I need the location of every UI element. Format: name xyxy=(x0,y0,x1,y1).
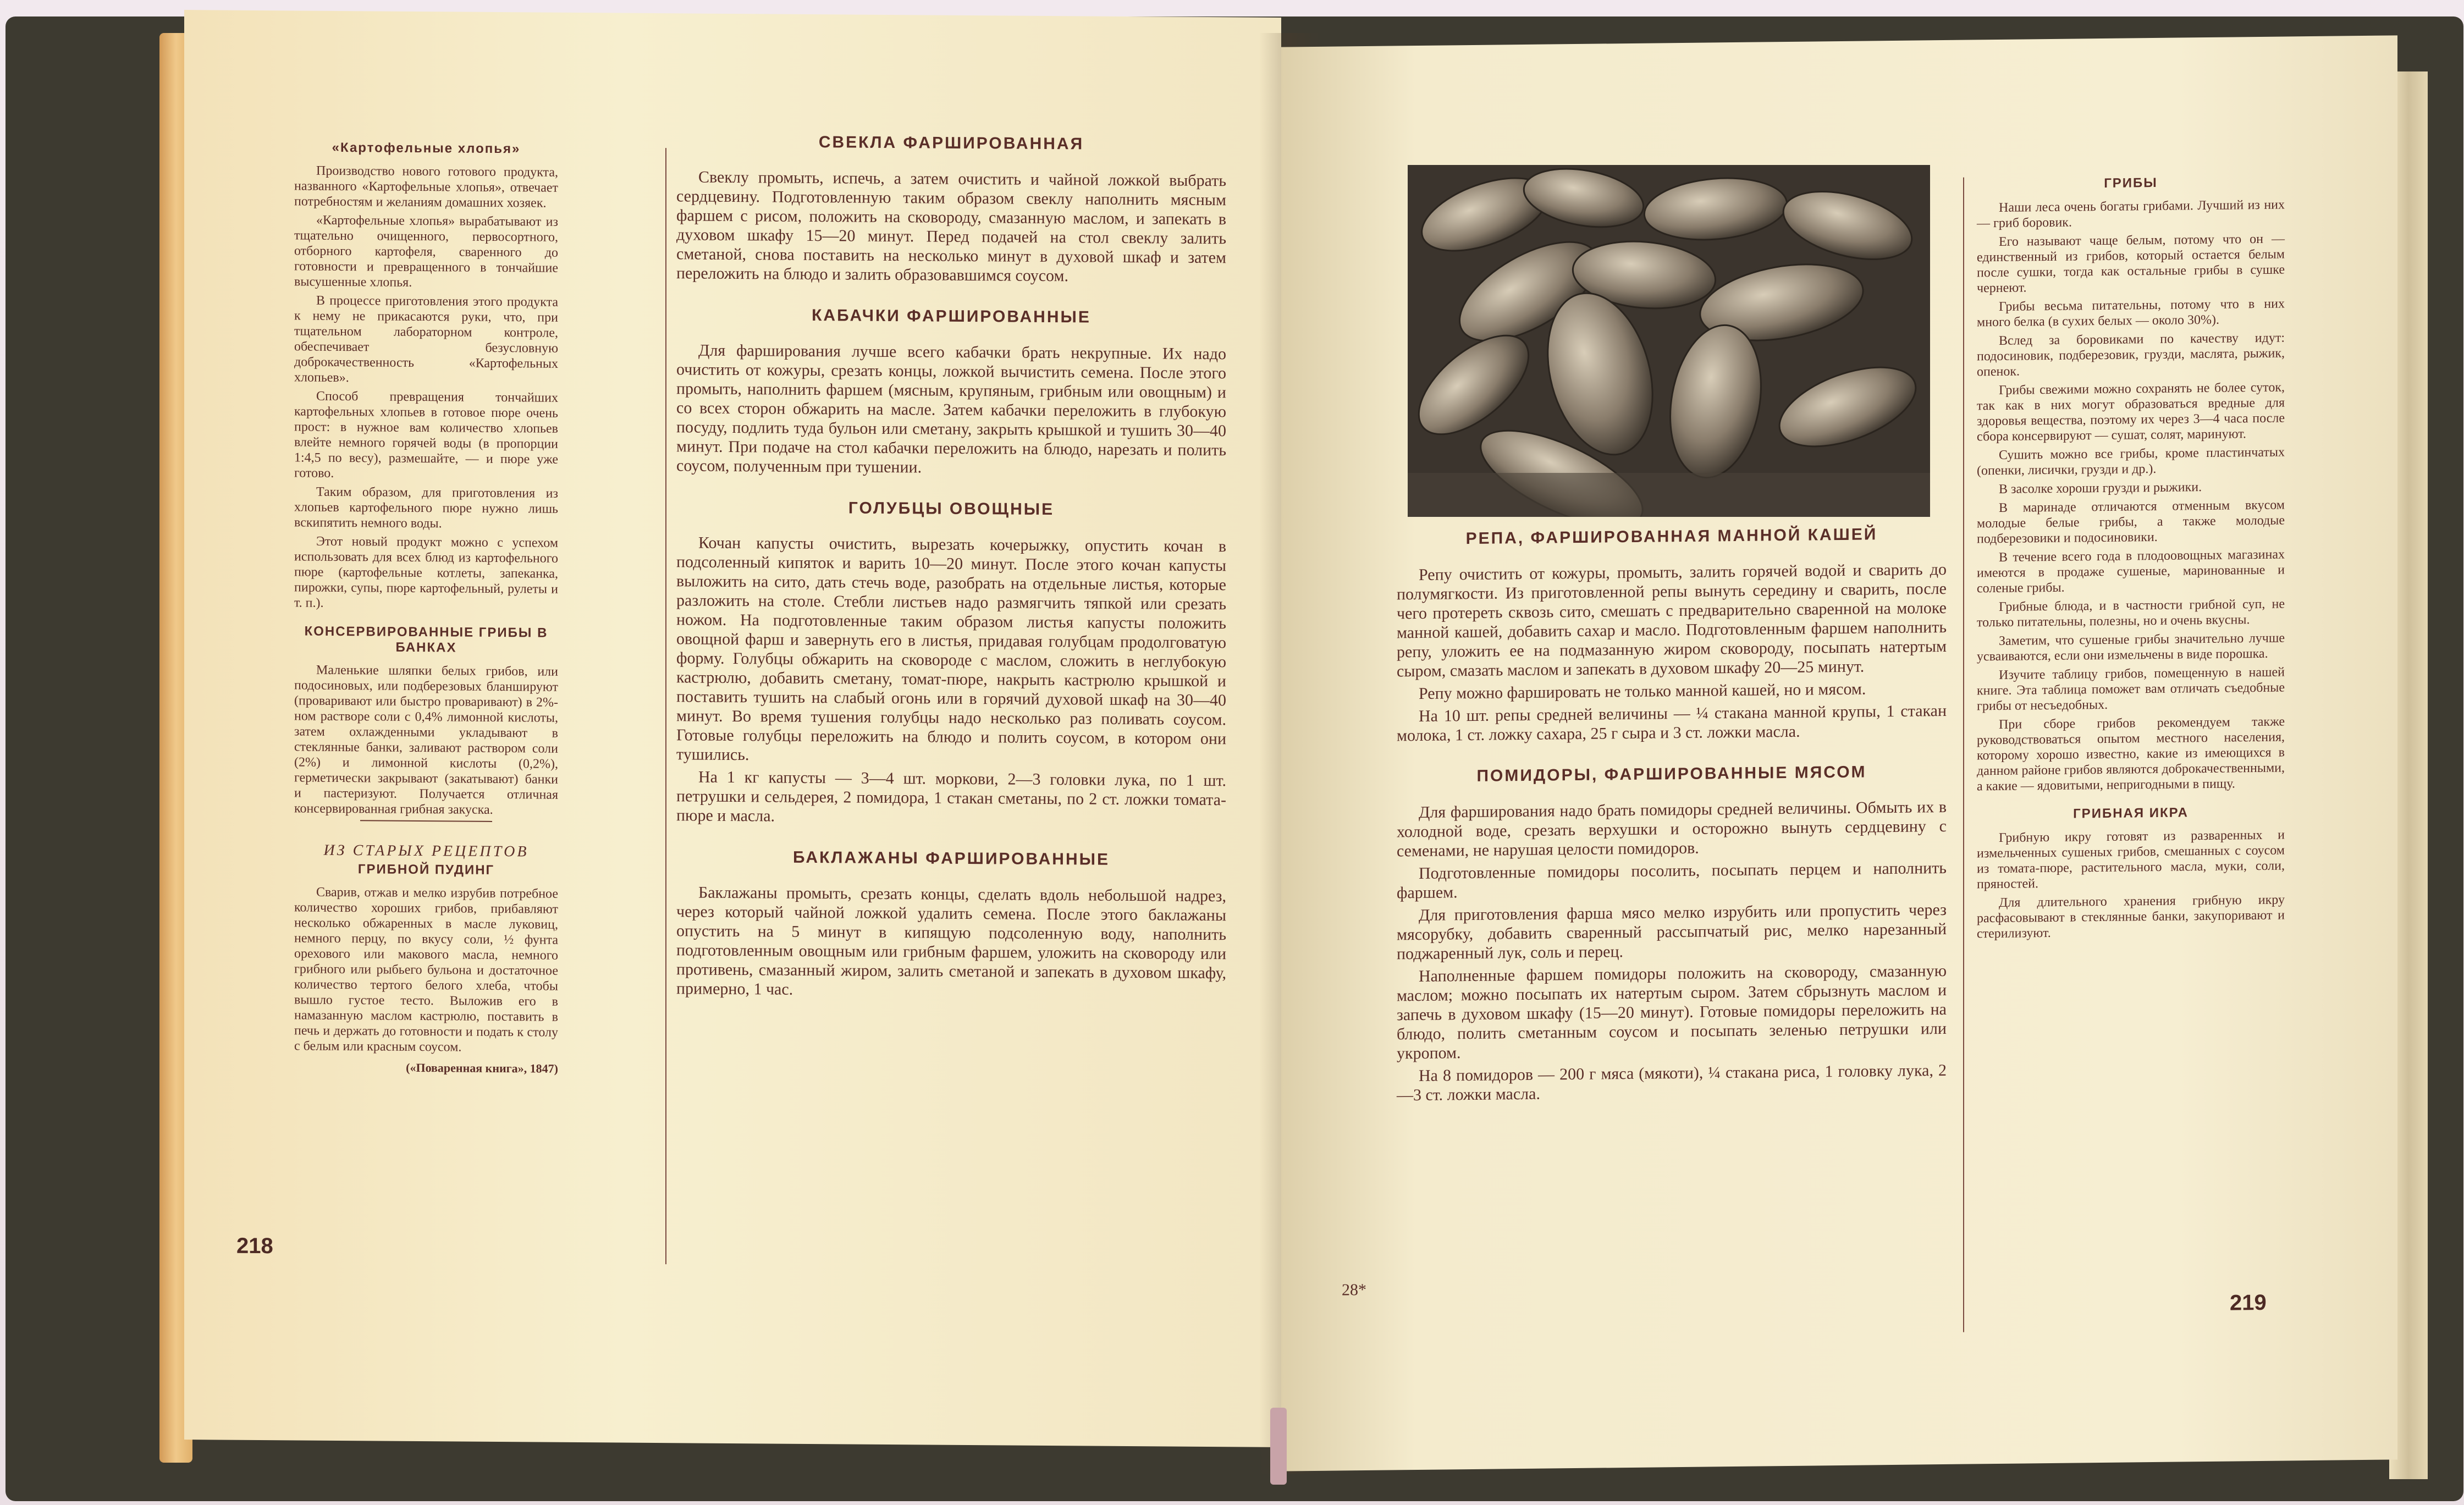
source-citation: («Поваренная книга», 1847) xyxy=(406,1060,558,1076)
printer-signature: 28* xyxy=(1342,1281,1366,1299)
paragraph: На 1 кг капусты — 3—4 шт. моркови, 2—3 головки лука, по 1 шт. петрушки и сельдерея, 2 помидора, 1 стакан сметаны, по 2 ст. ложки томата-пюре и масла. xyxy=(676,768,1226,825)
heading-pomidory-farshirovannye: ПОМИДОРЫ, ФАРШИРОВАННЫЕ МЯСОМ xyxy=(1476,763,1867,785)
paragraph: Способ превращения тончайших картофельных хлопьев в готовое пюре очень прост: в нужное вам количество хлопьев влейте немного горячей воды (в пропорции 1:4,5 по весу), размешайте, — и пюре уже готово. xyxy=(294,389,558,481)
heading-konservirovannye-griby: КОНСЕРВИРОВАННЫЕ ГРИБЫ В БАНКАХ xyxy=(304,624,548,655)
left-page-column-1 xyxy=(294,140,558,1076)
paragraph: Репу очистить от кожуры, промыть, залить горячей водой и сварить до полумягкости. Из приготовленной репы вынуть середину и сварить, после чего протереть сквозь сито, смешать с предварительно сваренной на молоке манной кашей, добавить сахар и масло. Подготовленным фаршем наполнить репу, уложить ее на подмазанную жиром сковороду, посыпать натертым сыром, смазать маслом и запекать в духовом шкафу 20—25 минут. xyxy=(1397,560,1947,681)
paragraph: При сборе грибов рекомендуем также руководствоваться опытом местного населения, которому хорошо известно, какие из имеющихся в данном районе грибов являются доброкачественными, а какие — ядовитыми, непригодными в пищу. xyxy=(1977,714,2285,794)
paragraph: В течение всего года в плодоовощных магазинах имеются в продаже сушеные, маринованные и соленые грибы. xyxy=(1977,547,2285,596)
paragraph: Для приготовления фарша мясо мелко изрубить или пропустить через мясорубку, добавить сваренный рассыпчатый рис, мелко нарезанный поджаренный лук, соль и перец. xyxy=(1397,900,1947,963)
heading-kartofelnye-khlopya: «Картофельные хлопья» xyxy=(332,140,521,157)
paragraph: Сварив, отжав и мелко изрубив потребное количество хороших грибов, прибавляют несколько обжаренных в масле луковиц, немного перцу, по вкусу соли, ½ фунта орехового или макового масла, немного грибного или рыбьего бульона и достаточное количество тертого белого хлеба, чтобы вышло густое тесто. Выложив его в намазанную маслом кастрюлю, поставить в печь и держать до готовности и подать к столу с белым или красным соусом. xyxy=(294,885,558,1055)
divider xyxy=(360,820,492,822)
paragraph: Кочан капусты очистить, вырезать кочерыжку, опустить кочан в подсоленный кипяток и варить 10—20 минут. После этого кочан капусты выложить на сито, дать стечь воде, разобрать на отдельные листья, которые разложить на столе. Стебли листьев надо размягчить тяпкой или срезать ножом. На подготовленные таким образом листья капусты положить овощной фарш и завернуть его в листья, придавая голубцам продолговатую форму. Голубцы обжарить на сковороде с маслом, сложить в неглубокую кастрюлю, добавить сметану, томат-пюре, накрыть кастрюлю крышкой и поставить тушить на слабый огонь или в горячий духовой шкаф на 30—40 минут. Во время тушения голубцы надо несколько раз поливать соусом. Готовые голубцы переложить на блюдо и полить соусом, в котором они тушились. xyxy=(676,533,1226,764)
paragraph: Его называют чаще белым, потому что он — единственный из грибов, который остается белым после сушки, тогда как остальные грибы в сушке чернеют. xyxy=(1977,231,2285,296)
paragraph: Маленькие шляпки белых грибов, или подосиновых, или подберезовых бланшируют (проваривают или быстро проваривают) в 2%-ном растворе соли с 0,4% лимонной кислоты, затем охлажденными укладывают в стеклянные банки, заливают раствором соли (2%) и лимонной кислоты (0,2%), герметически закрывают (закатывают) банки и пастеризуют. Получается отличная консервированная грибная закуска. xyxy=(294,663,558,817)
heading-svekla-farshirovannaya: СВЕКЛА ФАРШИРОВАННАЯ xyxy=(818,133,1084,153)
page-number-left: 218 xyxy=(236,1233,273,1259)
heading-baklazhany-farshirovannye: БАКЛАЖАНЫ ФАРШИРОВАННЫЕ xyxy=(793,848,1110,869)
paragraph: Изучите таблицу грибов, помещенную в нашей книге. Эта таблица поможет вам отличать съедобные грибы от несъедобных. xyxy=(1977,665,2285,714)
page-number-right: 219 xyxy=(2230,1290,2267,1315)
paragraph: Наполненные фаршем помидоры положить на сковороду, смазанную маслом; можно посыпать их натертым сыром. Затем сбрызнуть маслом и запечь в духовом шкафу (15—20 минут). Готовые помидоры переложить на блюдо, полить сметанным соусом и посыпать зеленью петрушки или укропом. xyxy=(1397,961,1947,1063)
paragraph: Вслед за боровиками по качеству идут: подосиновик, подберезовик, грузди, маслята, рыжик, опенок. xyxy=(1977,330,2285,379)
heading-repa-farshirovannaya: РЕПА, ФАРШИРОВАННАЯ МАННОЙ КАШЕЙ xyxy=(1465,525,1878,548)
column-divider xyxy=(665,148,666,1264)
right-page-main-column xyxy=(1397,524,1947,1108)
paragraph: Грибы свежими можно сохранять не более суток, так как в них могут образоваться вредные для здоровья вещества, поэтому их через 3—4 часа после сбора консервируют — сушат, солят, маринуют. xyxy=(1977,380,2285,444)
column-divider xyxy=(1963,178,1964,1332)
heading-gribnoy-puding: ГРИБНОЙ ПУДИНГ xyxy=(357,862,495,878)
paragraph: Для фарширования лучше всего кабачки брать некрупные. Их надо очистить от кожуры, срезать концы, ложкой вычистить семена. После этого промыть, наполнить фаршем (мясным, крупяным, грибным или овощным) и со всех сторон обжарить на масле. Затем кабачки переложить в глубокую посуду, подлить туда бульон или сметану, закрыть крышкой и тушить 30—40 минут. При подаче на стол кабачки переложить на блюдо, нарезать и полить соусом, полученным при тушении. xyxy=(676,341,1226,477)
right-page-side-column xyxy=(1977,174,2285,945)
paragraph: Грибные блюда, и в частности грибной суп, не только питательны, полезны, но и очень вкусны. xyxy=(1977,597,2285,630)
heading-iz-starykh-retseptov: ИЗ СТАРЫХ РЕЦЕПТОВ xyxy=(323,841,529,861)
heading-griby: ГРИБЫ xyxy=(2104,175,2158,191)
paragraph: Подготовленные помидоры посолить, посыпать перцем и наполнить фаршем. xyxy=(1397,858,1947,902)
left-page-column-2 xyxy=(676,131,1226,1005)
paragraph: Для длительного хранения грибную икру расфасовывают в стеклянные банки, закупоривают и стерилизуют. xyxy=(1977,892,2285,941)
heading-golubtsy-ovoshchnye: ГОЛУБЦЫ ОВОЩНЫЕ xyxy=(848,499,1055,519)
paragraph: «Картофельные хлопья» вырабатывают из тщательно очищенного, первосортного, отборного картофеля, сваренного до готовности и превращенного в тончайшие высушенные хлопья. xyxy=(294,213,558,290)
paragraph: Производство нового готового продукта, названного «Картофельные хлопья», отвечает потребностям и желаниям домашних хозяек. xyxy=(294,163,558,211)
paragraph: Заметим, что сушеные грибы значительно лучше усваиваются, если они измельчены в виде порошка. xyxy=(1977,631,2285,664)
paragraph: Сушить можно все грибы, кроме пластинчатых (опенки, лисички, грузди и др.). xyxy=(1977,445,2285,478)
heading-kabachki-farshirovannye: КАБАЧКИ ФАРШИРОВАННЫЕ xyxy=(812,306,1091,327)
paragraph: На 10 шт. репы средней величины — ¼ стакана манной крупы, 1 стакан молока, 1 ст. ложку сахара, 25 г сыра и 3 ст. ложки масла. xyxy=(1397,701,1947,745)
paragraph: Грибы весьма питательны, потому что в них много белка (в сухих белых — около 30%). xyxy=(1977,296,2285,330)
paragraph: Баклажаны промыть, срезать концы, сделать вдоль небольшой надрез, через который чайной ложкой удалить семена. После этого баклажаны опустить на 5 минут в кипящую подсоленную воду, наполнить подготовленным овощным или грибным фаршем, уложить на сковороду или противень, смазанный жиром, залить сметаной и запекать в духовом шкафу, примерно, 1 час. xyxy=(676,883,1226,999)
paragraph: Этот новый продукт можно с успехом использовать для всех блюд из картофельного пюре (картофельные котлеты, запеканка, пирожки, супы, пюре картофельный, рулеты и т. п.). xyxy=(294,534,558,610)
paragraph: Репу можно фаршировать не только манной кашей, но и мясом. xyxy=(1419,680,1866,703)
bookmark-ribbon xyxy=(1270,1408,1287,1485)
left-page xyxy=(184,10,1281,1447)
paragraph: Свеклу промыть, испечь, а затем очистить и чайной ложкой выбрать сердцевину. Подготовленную таким образом свеклу наполнить мясным фаршем с рисом, положить на сковороду, смазанную маслом, и запекать в духовом шкафу 15—20 минут. Перед подачей на стол свеклу залить сметаной, снова поставить на несколько минут в духовой шкаф и затем переложить на блюдо и залить образовавшимся соусом. xyxy=(676,168,1226,285)
stuffed-vegetables-photo xyxy=(1408,165,1930,517)
paragraph: Грибную икру готовят из разваренных и измельченных сушеных грибов, смешанных с соусом из томата-пюре, растительного масла, муки, соли, пряностей. xyxy=(1977,828,2285,892)
paragraph: В засолке хороши грузди и рыжики. xyxy=(1999,480,2202,497)
paragraph: В маринаде отличаются отменным вкусом молодые белые грибы, а также молодые подберезовики и подосиновики. xyxy=(1977,498,2285,547)
heading-gribnaya-ikra: ГРИБНАЯ ИКРА xyxy=(2073,805,2189,822)
paragraph: На 8 помидоров — 200 г мяса (мякоти), ¼ стакана риса, 1 головку лука, 2—3 ст. ложки масла. xyxy=(1397,1061,1947,1105)
paragraph: В процессе приготовления этого продукта к нему не прикасаются руки, что, при тщательном лабораторном контроле, обеспечивает безусловную доброкачественность «Картофельных хлопьев». xyxy=(294,293,558,385)
paragraph: Таким образом, для приготовления из хлопьев картофельного пюре нужно лишь вскипятить немного воды. xyxy=(294,484,558,531)
paragraph: Наши леса очень богаты грибами. Лучший из них — гриб боровик. xyxy=(1977,197,2285,231)
paragraph: Для фарширования надо брать помидоры средней величины. Обмыть их в холодной воде, срезать верхушки и осторожно вынуть сердцевину с семенами, не нарушая целости помидоров. xyxy=(1397,797,1947,861)
